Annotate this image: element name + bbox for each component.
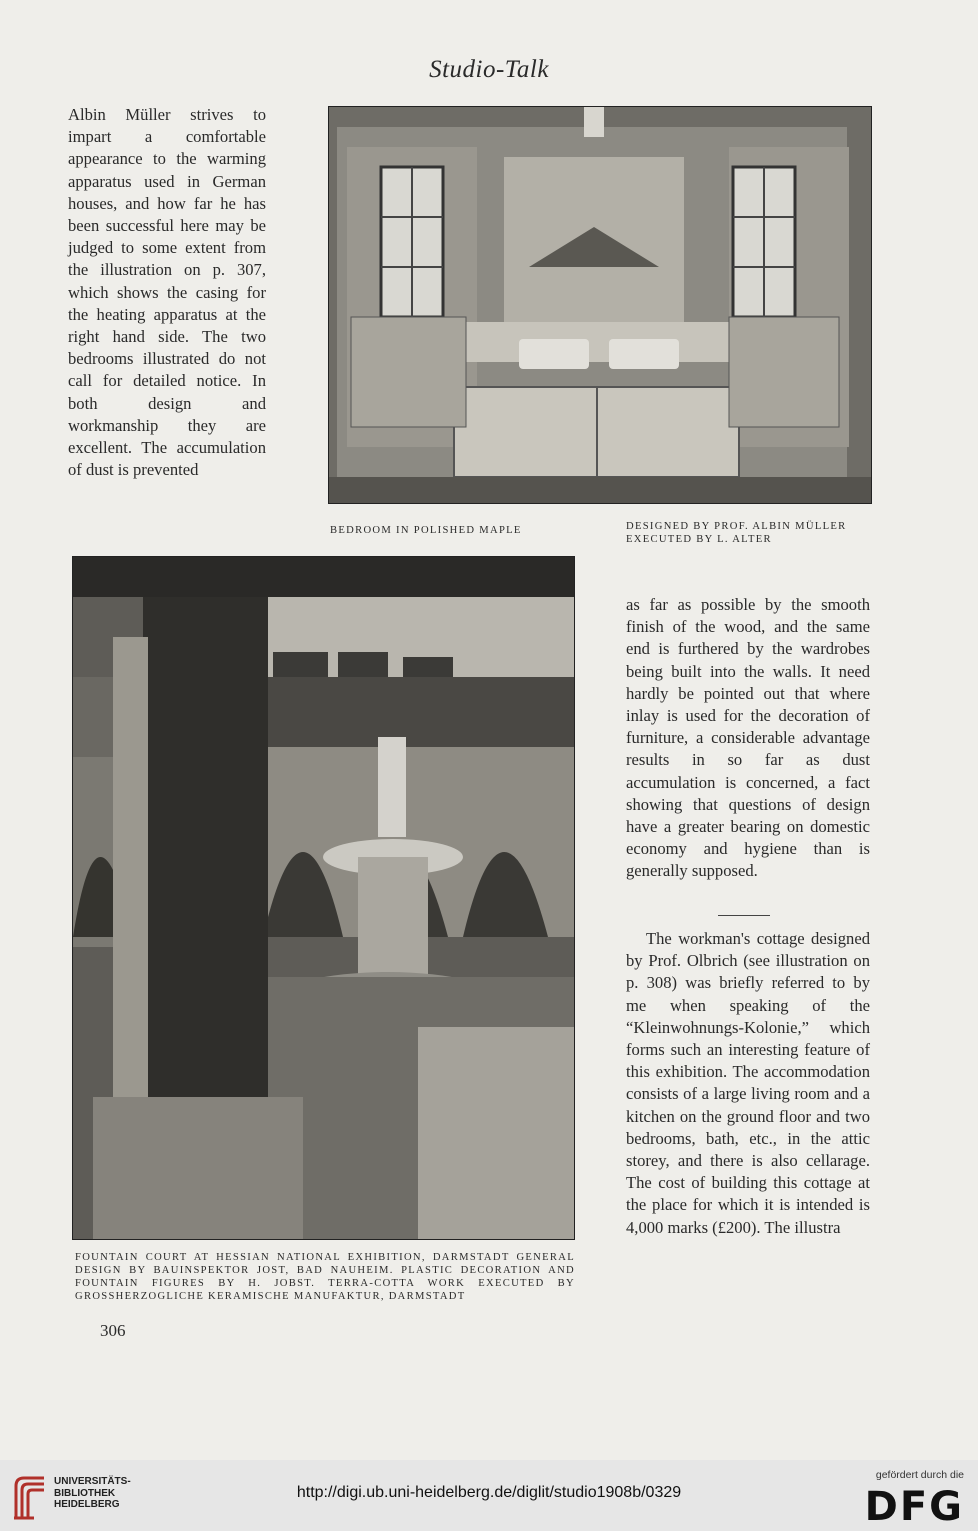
page-number: 306	[100, 1321, 126, 1340]
fountain-court-caption: FOUNTAIN COURT AT HESSIAN NATIONAL EXHIBITION, DARMSTADT GENERAL DESIGN BY BAUINSPEKTOR JOST, BAD NAUHEIM. PLASTIC DECORATION AND FOUNTAIN FIGURES BY H. JOBST. TERRA-COTTA WORK EXECUTED BY GROSSHERZOGLICHE KERAMISCHE MANUFAKTUR, DARMSTADT	[75, 1252, 575, 1302]
funded-by-label: gefördert durch die	[875, 1469, 964, 1481]
library-name-line-1: UNIVERSITÄTS-	[54, 1476, 131, 1487]
fountain-court-photo	[72, 556, 575, 1240]
right-paragraph-2: The workman's cottage designed by Prof. Olbrich (see illustration on p. 308) was briefly referred to by me when speaking of the “Kleinwohnungs-Kolonie,” which forms such an interesting feature of this exhibition. The accommodation consists of a large living room and a kitchen on the ground floor and two bedrooms, bath, etc., in the attic storey, and there is also cellarage. The cost of building this cottage at the place for which it is intended is 4,000 marks (£200). The illustra	[626, 929, 870, 1237]
bedroom-photo	[328, 106, 872, 504]
bedroom-credit-maker: EXECUTED BY L. ALTER	[626, 534, 772, 545]
running-title: Studio-Talk	[429, 56, 549, 83]
footer-bar	[0, 1460, 978, 1531]
bedroom-caption-title: BEDROOM IN POLISHED MAPLE	[330, 525, 522, 536]
dfg-logo: DFG	[864, 1484, 964, 1530]
library-name-line-2: BIBLIOTHEK	[54, 1487, 116, 1499]
right-column-text-top	[626, 594, 870, 883]
right-column-text-bottom	[626, 928, 870, 1239]
right-paragraph-1: as far as possible by the smooth finish of the wood, and the same end is furthered by the wardrobes being built into the walls. It need hardly be pointed out that where inlay is used for the decoration of furniture, a considerable advantage results in so far as dust accumulation is concerned, a fact showing that questions of design have a greater bearing on domestic economy and hygiene than is generally supposed.	[626, 595, 870, 881]
section-divider	[718, 915, 770, 916]
library-name-line-3: HEIDELBERG	[54, 1499, 120, 1510]
bedroom-credit-designer: DESIGNED BY PROF. ALBIN MÜLLER	[626, 521, 847, 532]
source-url-link[interactable]: http://digi.ub.uni-heidelberg.de/diglit/studio1908b/0329	[296, 1484, 682, 1501]
left-paragraph: Albin Müller strives to impart a comfortable appearance to the warming apparatus used in German houses, and how far he has been successful here may be judged to some extent from the illustration on p. 307, which shows the casing for the heating apparatus at the right hand side. The two bedrooms illustrated do not call for detailed notice. In both design and workmanship they are excellent. The accumulation of dust is prevented	[68, 105, 266, 480]
left-column-text	[68, 104, 266, 481]
bedroom-caption-credit	[626, 520, 886, 546]
